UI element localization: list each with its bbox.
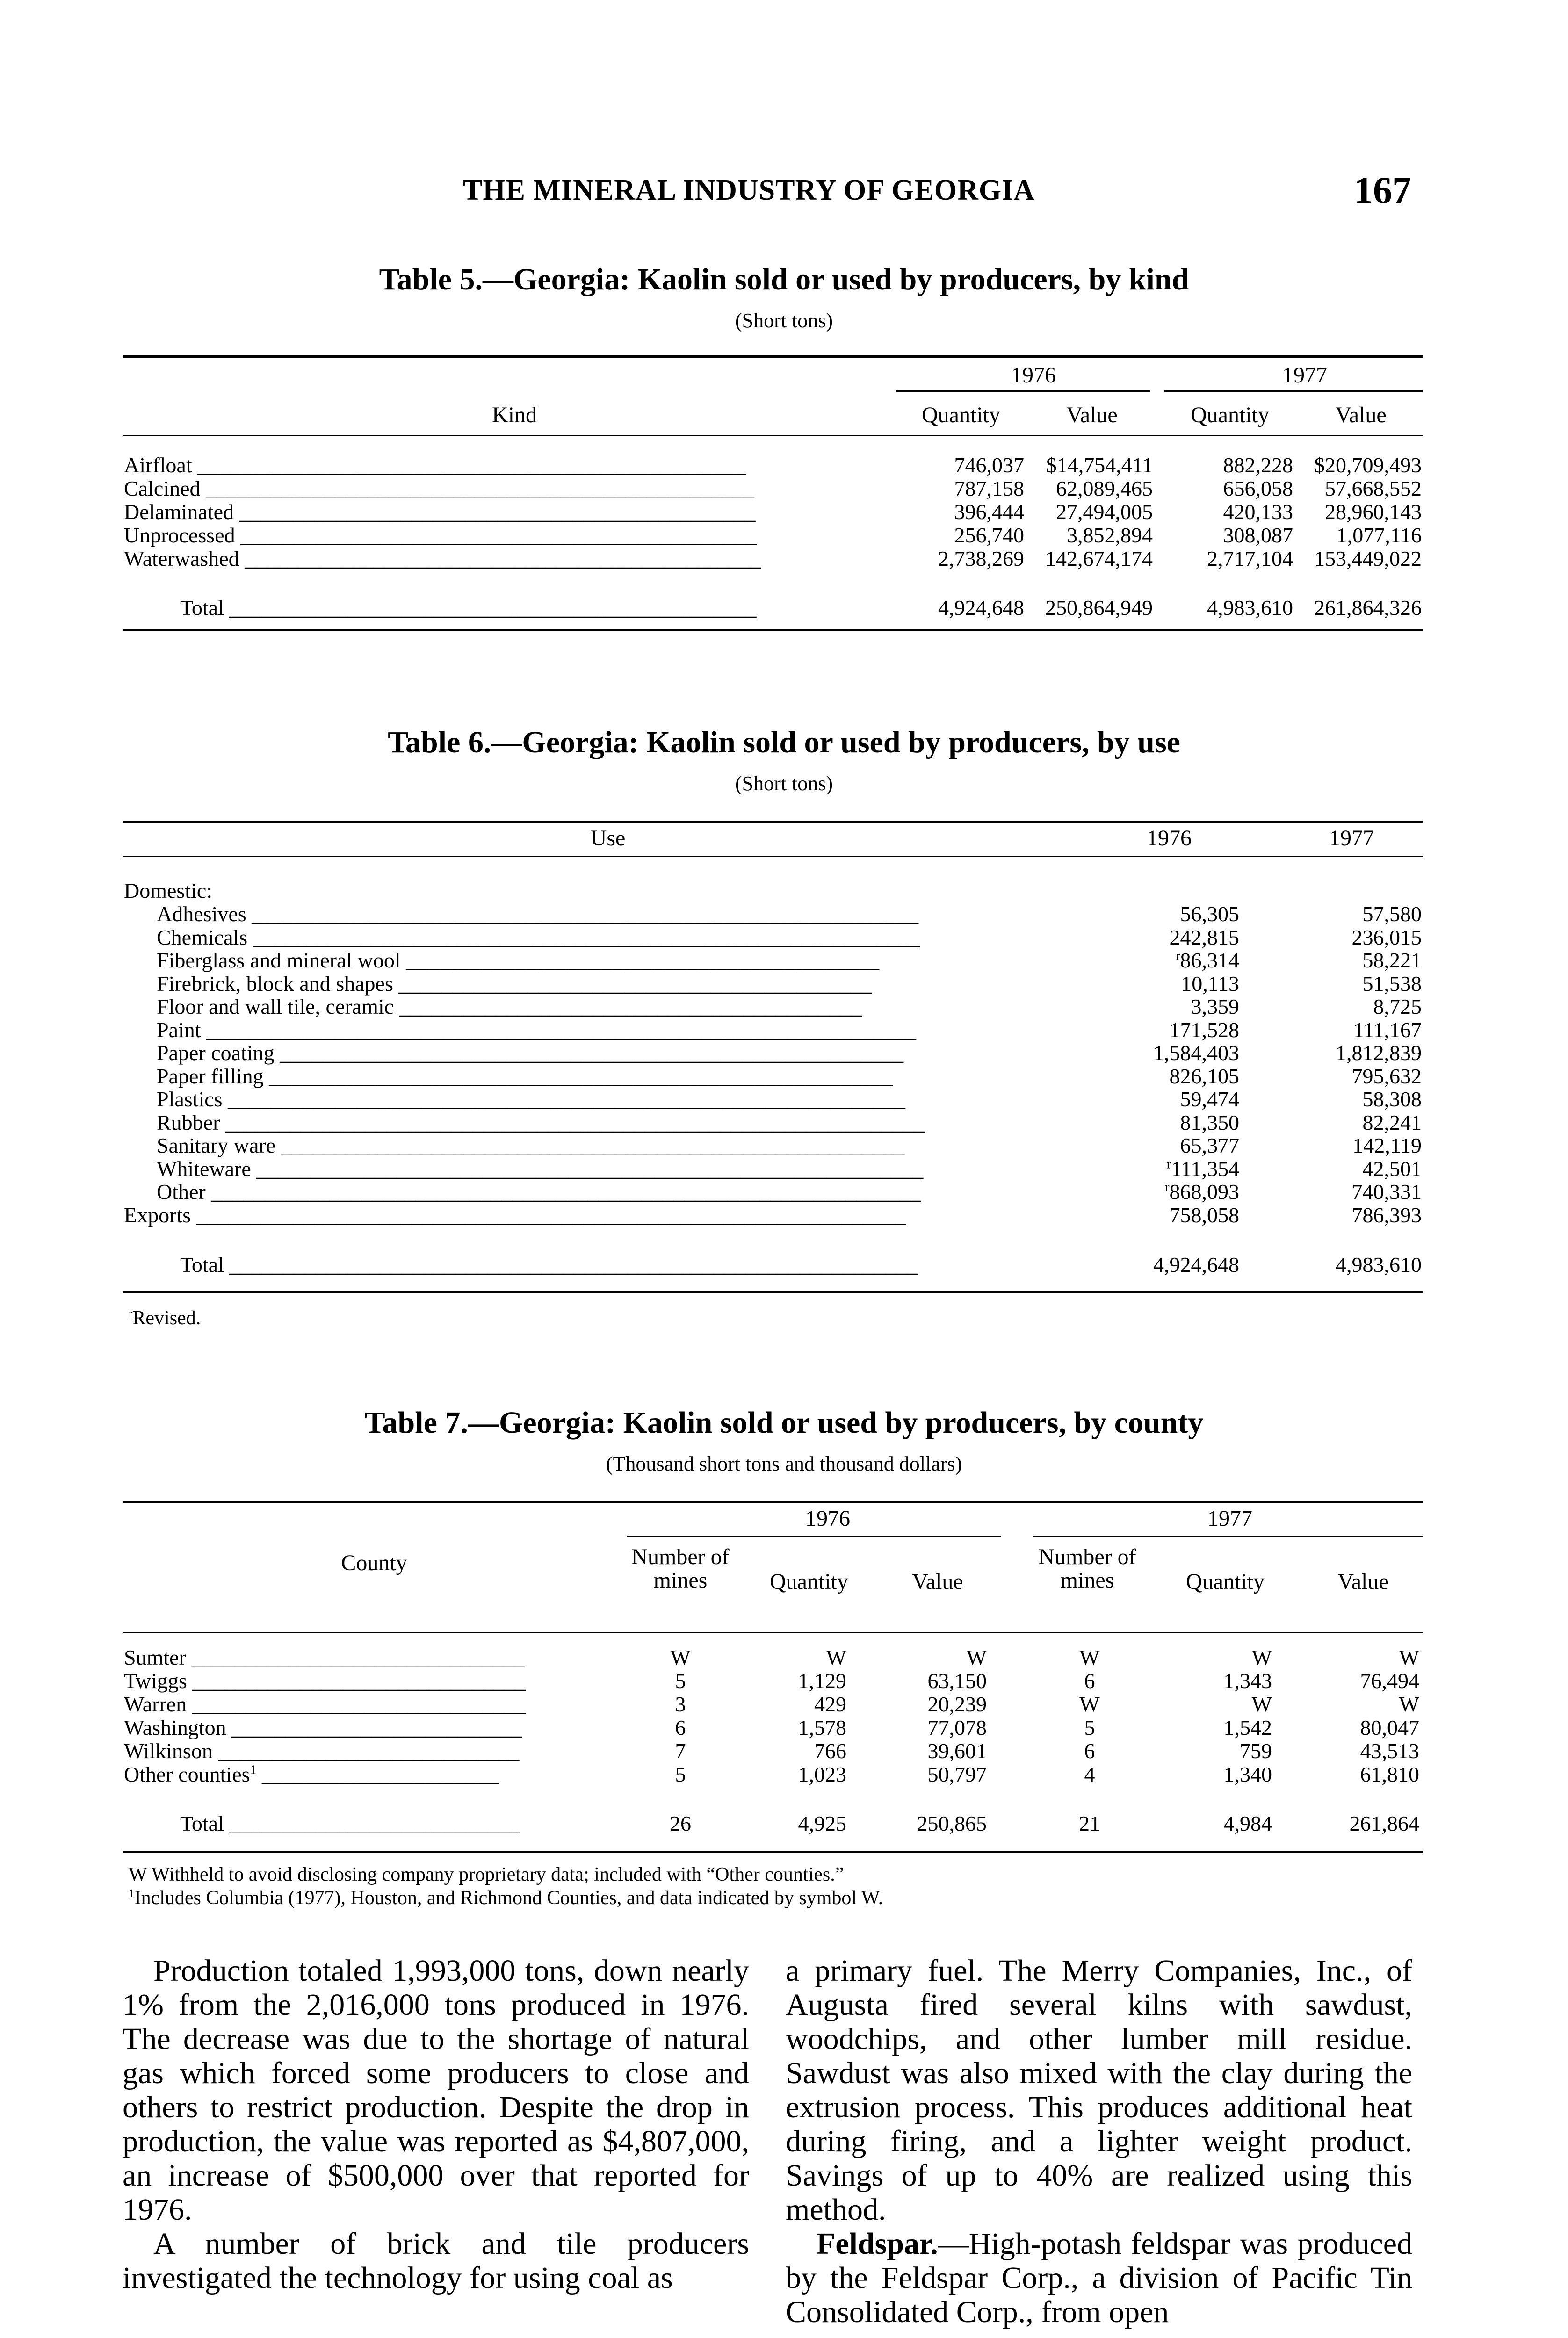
table7-year1-rule xyxy=(627,1536,1001,1537)
table6-exports-1977: 786,393 xyxy=(1351,1203,1422,1227)
table7-total-cell: 26 xyxy=(670,1811,691,1835)
table5-cell: 27,494,005 xyxy=(1056,500,1153,524)
table5-cell: 420,133 xyxy=(1223,500,1293,524)
table6-cell-1976: 826,105 xyxy=(1169,1064,1239,1088)
table5-col-value-1976: Value xyxy=(1066,403,1118,427)
table7-cell: W xyxy=(1079,1645,1100,1669)
table6-cell-1976: 65,377 xyxy=(1180,1133,1239,1157)
table6-row-label: Plastics _______________________________________________________________ xyxy=(157,1088,906,1111)
table5-cell: 57,668,552 xyxy=(1325,476,1422,500)
table7-cell: 43,513 xyxy=(1360,1739,1419,1763)
table6-cell-1976: 81,350 xyxy=(1180,1110,1239,1134)
table7-cell: 429 xyxy=(814,1692,846,1716)
table5-row-label: Delaminated ________________________________________________ xyxy=(124,500,756,524)
page-number: 167 xyxy=(1354,169,1411,211)
table7-row-label: Twiggs _______________________________ xyxy=(124,1669,526,1693)
table7-cell: W xyxy=(966,1645,987,1669)
table7-cell: 80,047 xyxy=(1360,1716,1419,1739)
table7-total-cell: 261,864 xyxy=(1349,1811,1419,1835)
table5-cell: 28,960,143 xyxy=(1325,500,1422,524)
table6-row-label: Paper coating __________________________________________________________ xyxy=(157,1041,904,1065)
table7-cell: 5 xyxy=(675,1669,686,1693)
table6-cell-1977: 42,501 xyxy=(1362,1156,1422,1181)
table5-subtitle: (Short tons) xyxy=(735,309,833,332)
table7-cell: 5 xyxy=(675,1762,686,1786)
table6-header-rule xyxy=(123,856,1423,857)
table5-col-quantity-1977: Quantity xyxy=(1191,403,1269,427)
table7-row-label: Other counties$^1$ ______________________ xyxy=(124,1763,499,1786)
table6-row-label: Adhesives ______________________________________________________________ xyxy=(157,902,919,926)
table5-total-cell: 4,924,648 xyxy=(938,596,1024,620)
table7-total-cell: 4,925 xyxy=(798,1811,846,1835)
table7-cell: 61,810 xyxy=(1360,1762,1419,1786)
table6-row-label: Fiberglass and mineral wool ____________________________________________ xyxy=(157,949,880,972)
table6-row-label: Whiteware ______________________________________________________________ xyxy=(157,1157,924,1181)
table5-year1-rule xyxy=(896,390,1150,392)
body-right-paragraph-2 xyxy=(786,2227,1412,2329)
table5-year2-rule xyxy=(1164,390,1423,392)
table5-cell: $20,709,493 xyxy=(1314,453,1422,477)
table5-top-rule xyxy=(123,355,1423,358)
table5-cell: 2,717,104 xyxy=(1207,547,1293,570)
table7-top-rule xyxy=(123,1501,1423,1503)
table5-cell: 882,228 xyxy=(1223,453,1293,477)
table7-title: Table 7.—Georgia: Kaolin sold or used by producers, by county xyxy=(364,1406,1204,1440)
table7-col-quantity-1977: Quantity xyxy=(1186,1569,1265,1594)
table7-cell: W xyxy=(670,1645,691,1669)
table6-domestic-label: Domestic: xyxy=(124,879,213,902)
table5-total-cell: 261,864,326 xyxy=(1314,596,1422,620)
table5-cell: 396,444 xyxy=(954,500,1024,524)
table5-title: Table 5.—Georgia: Kaolin sold or used by producers, by kind xyxy=(379,262,1189,296)
table7-subtitle: (Thousand short tons and thousand dollars) xyxy=(606,1452,962,1475)
table6-cell-1977: 82,241 xyxy=(1362,1110,1422,1134)
table5-cell: 62,089,465 xyxy=(1056,476,1153,500)
table7-cell: 766 xyxy=(814,1739,846,1763)
table7-cell: 76,494 xyxy=(1360,1669,1419,1693)
table7-col-value-1977: Value xyxy=(1337,1569,1389,1594)
table7-row-label: Washington ___________________________ xyxy=(124,1716,522,1739)
table5-total-cell: 250,864,949 xyxy=(1045,596,1153,620)
table6-footnote: $^r$Revised. xyxy=(129,1307,201,1329)
table5-col-value-1977: Value xyxy=(1335,403,1387,427)
table6-cell-1977: 8,725 xyxy=(1373,995,1422,1018)
body-left-paragraph-1: Production totaled 1,993,000 tons, down nearly 1% from the 2,016,000 tons produced in 1976. The decrease was due to the shortage of natural gas which forced some producers to close and others to restrict production. Despite the drop in production, the value was reported as $4,807,000, an increase of $500,000 over that reported for 1976. xyxy=(123,1954,749,2227)
table6-total-label: Total ________________________________________________________________ xyxy=(180,1253,918,1277)
table7-total-cell: 4,984 xyxy=(1223,1811,1272,1835)
table6-cell-1976: 56,305 xyxy=(1180,902,1239,926)
table7-year-1976: 1976 xyxy=(805,1506,850,1531)
table5-cell: 656,058 xyxy=(1223,476,1293,500)
table6-cell-1977: 58,308 xyxy=(1362,1087,1422,1111)
table5-col-quantity-1976: Quantity xyxy=(922,403,1000,427)
body-right-column xyxy=(786,1954,1412,2329)
table7-note-1: $^1$Includes Columbia (1977), Houston, and Richmond Counties, and data indicated by symbol W. xyxy=(129,1887,883,1909)
table6-cell-1976: 3,359 xyxy=(1191,995,1239,1018)
table5-col-kind: Kind xyxy=(492,403,537,427)
table5-cell: 2,738,269 xyxy=(938,547,1024,570)
table7-cell: W xyxy=(1251,1692,1272,1716)
table6-exports-1976: 758,058 xyxy=(1169,1203,1239,1227)
table7-col-quantity-1976: Quantity xyxy=(770,1569,848,1594)
table6-cell-1976: $^r$86,314 xyxy=(1176,948,1239,972)
table5-year-1977: 1977 xyxy=(1282,363,1327,388)
table6-row-label: Paint __________________________________________________________________ xyxy=(157,1018,917,1042)
table6-cell-1976: $^r$868,093 xyxy=(1165,1179,1239,1204)
table5-row-label: Calcined ___________________________________________________ xyxy=(124,477,754,500)
feldspar-heading: Feldspar. xyxy=(817,2227,938,2261)
table6-cell-1976: 10,113 xyxy=(1181,971,1239,996)
table6-cell-1977: 58,221 xyxy=(1362,948,1422,972)
table6-cell-1977: 111,167 xyxy=(1353,1017,1422,1042)
running-title: THE MINERAL INDUSTRY OF GEORGIA xyxy=(463,174,1035,206)
table5-cell: 308,087 xyxy=(1223,523,1293,547)
table7-cell: W xyxy=(826,1645,846,1669)
table7-cell: 7 xyxy=(675,1739,686,1763)
table5-header-rule xyxy=(123,435,1423,436)
table6-total-1976: 4,924,648 xyxy=(1153,1253,1239,1277)
table6-cell-1977: 236,015 xyxy=(1351,925,1422,949)
table5-total-label: Total _________________________________________________ xyxy=(180,596,757,620)
table7-cell: 1,023 xyxy=(798,1762,846,1786)
table7-header-rule xyxy=(123,1632,1423,1633)
table6-col-1976: 1976 xyxy=(1147,826,1192,851)
table5-total-cell: 4,983,610 xyxy=(1207,596,1293,620)
table7-cell: 50,797 xyxy=(927,1762,987,1786)
table5-row-label: Waterwashed ________________________________________________ xyxy=(124,547,761,570)
table7-cell: 1,129 xyxy=(798,1669,846,1693)
table7-cell: W xyxy=(1399,1645,1419,1669)
table7-row-label: Warren _______________________________ xyxy=(124,1693,526,1716)
table7-cell: 77,078 xyxy=(927,1716,987,1739)
table5-row-label: Unprocessed ________________________________________________ xyxy=(124,524,757,547)
table7-cell: W xyxy=(1251,1645,1272,1669)
table6-row-label: Other __________________________________________________________________ xyxy=(157,1180,921,1204)
table6-cell-1977: 51,538 xyxy=(1362,971,1422,996)
table7-cell: 1,340 xyxy=(1223,1762,1272,1786)
table7-cell: 1,578 xyxy=(798,1716,846,1739)
table6-col-1977: 1977 xyxy=(1329,826,1374,851)
feldspar-text: —High-potash feldspar was produced by the Feldspar Corp., a division of Pacific Tin Consolidated Corp., from open xyxy=(786,2227,1412,2329)
table7-cell: 20,239 xyxy=(927,1692,987,1716)
table6-cell-1977: 795,632 xyxy=(1351,1064,1422,1088)
table7-col-county: County xyxy=(341,1551,407,1575)
table7-cell: 39,601 xyxy=(927,1739,987,1763)
table6-cell-1976: 1,584,403 xyxy=(1153,1041,1239,1065)
table7-bottom-rule xyxy=(123,1851,1423,1853)
table5-cell: $14,754,411 xyxy=(1046,453,1153,477)
table7-cell: 6 xyxy=(1084,1669,1095,1693)
table6-cell-1976: 242,815 xyxy=(1169,925,1239,949)
table7-col-mines-1977: Number of mines xyxy=(1038,1544,1136,1593)
table6-cell-1977: 1,812,839 xyxy=(1336,1041,1422,1065)
table5-cell: 256,740 xyxy=(954,523,1024,547)
table5-cell: 1,077,116 xyxy=(1336,523,1422,547)
table7-cell: 63,150 xyxy=(927,1669,987,1693)
table7-cell: W xyxy=(1399,1692,1419,1716)
table5-cell: 746,037 xyxy=(954,453,1024,477)
table7-cell: 1,343 xyxy=(1223,1669,1272,1693)
table6-row-label: Floor and wall tile, ceramic ___________________________________________ xyxy=(157,995,862,1018)
table7-total-label: Total ___________________________ xyxy=(180,1812,520,1835)
table6-exports-label: Exports __________________________________________________________________ xyxy=(124,1203,906,1227)
body-left-paragraph-2: A number of brick and tile producers investigated the technology for using coal as xyxy=(123,2227,749,2295)
table5-cell: 153,449,022 xyxy=(1314,547,1422,570)
body-left-column xyxy=(123,1954,749,2295)
table6-top-rule xyxy=(123,821,1423,823)
table7-cell: 4 xyxy=(1084,1762,1095,1786)
table6-row-label: Rubber _________________________________________________________________ xyxy=(157,1111,925,1134)
table5-year-1976: 1976 xyxy=(1011,363,1056,388)
table7-row-label: Sumter _______________________________ xyxy=(124,1646,525,1669)
table7-note-w: W Withheld to avoid disclosing company proprietary data; included with “Other counties.” xyxy=(129,1864,844,1885)
table6-row-label: Firebrick, block and shapes ____________________________________________ xyxy=(157,972,872,996)
table6-row-label: Sanitary ware __________________________________________________________ xyxy=(157,1134,905,1157)
table7-row-label: Wilkinson ____________________________ xyxy=(124,1739,520,1763)
table6-cell-1976: 171,528 xyxy=(1169,1017,1239,1042)
table7-cell: 3 xyxy=(675,1692,686,1716)
body-right-paragraph-1: a primary fuel. The Merry Companies, Inc., of Augusta fired several kilns with sawdust, woodchips, and other lumber mill residue. Sawdust was also mixed with the clay during the extrusion process. This produces additional heat during firing, and a lighter weight product. Savings of up to 40% are realized using this method. xyxy=(786,1954,1412,2227)
table6-bottom-rule xyxy=(123,1291,1423,1293)
table7-year-1977: 1977 xyxy=(1207,1506,1252,1531)
table7-cell: 6 xyxy=(1084,1739,1095,1763)
table5-cell: 3,852,894 xyxy=(1067,523,1153,547)
table7-col-value-1976: Value xyxy=(912,1569,963,1594)
table6-row-label: Paper filling __________________________________________________________ xyxy=(157,1064,893,1088)
table7-cell: 1,542 xyxy=(1223,1716,1272,1739)
table7-cell: 6 xyxy=(675,1716,686,1739)
table6-total-1977: 4,983,610 xyxy=(1336,1253,1422,1277)
table6-subtitle: (Short tons) xyxy=(735,772,833,795)
table7-total-cell: 21 xyxy=(1079,1811,1100,1835)
table7-cell: 5 xyxy=(1084,1716,1095,1739)
table7-total-cell: 250,865 xyxy=(917,1811,987,1835)
table6-col-use: Use xyxy=(590,826,626,851)
table7-cell: W xyxy=(1079,1692,1100,1716)
table6-cell-1977: 142,119 xyxy=(1352,1133,1422,1157)
table7-note-1-text: Includes Columbia (1977), Houston, and Richmond Counties, and data indicated by symbol W. xyxy=(134,1887,883,1909)
table7-year2-rule xyxy=(1033,1536,1423,1537)
table6-cell-1976: 59,474 xyxy=(1180,1087,1239,1111)
table6-cell-1977: 57,580 xyxy=(1362,902,1422,926)
table6-cell-1976: $^r$111,354 xyxy=(1166,1156,1239,1181)
table6-title: Table 6.—Georgia: Kaolin sold or used by producers, by use xyxy=(388,725,1180,759)
table7-cell: 759 xyxy=(1240,1739,1272,1763)
table5-cell: 787,158 xyxy=(954,476,1024,500)
table5-bottom-rule xyxy=(123,629,1423,631)
table7-col-mines-1976: Number of mines xyxy=(631,1544,730,1593)
table6-cell-1977: 740,331 xyxy=(1351,1180,1422,1204)
table5-row-label: Airfloat ___________________________________________________ xyxy=(124,454,746,477)
table5-cell: 142,674,174 xyxy=(1045,547,1153,570)
table6-row-label: Chemicals ______________________________________________________________ xyxy=(157,925,920,949)
